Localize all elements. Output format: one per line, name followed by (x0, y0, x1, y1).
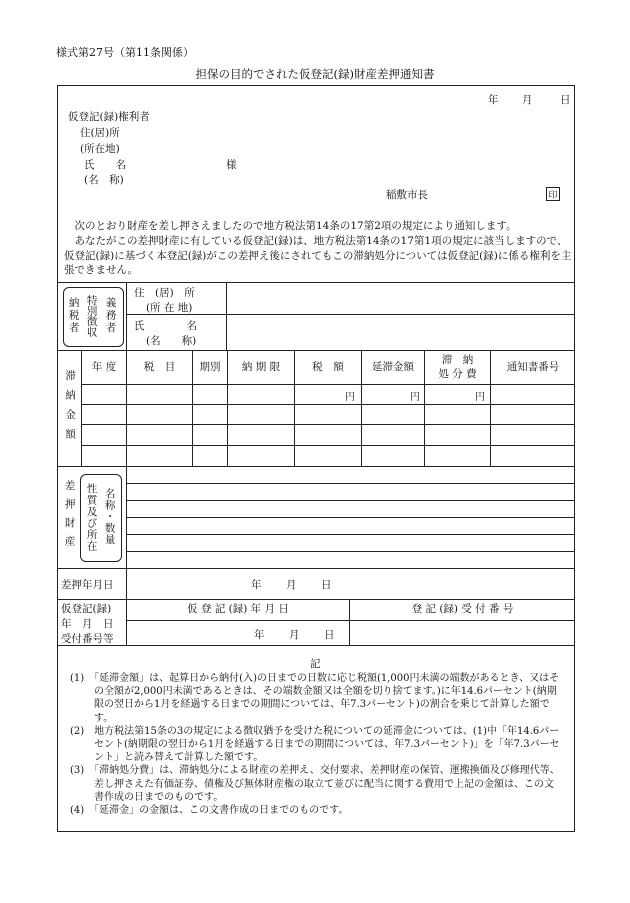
divider (126, 314, 575, 315)
seized-side-label: 差押財産 (63, 480, 76, 554)
col-header-year: 年 度 (91, 360, 117, 373)
divider (126, 483, 575, 484)
seized-sub-label-2: 性質及び所在 (85, 482, 98, 552)
divider (57, 466, 575, 467)
col-header-disposition-cost: 滞 納 処 分 費 (438, 354, 477, 380)
addressee-address-label: 住(居)所 (80, 127, 120, 139)
divider (126, 568, 127, 599)
provisional-year-label: 年 (254, 629, 265, 641)
notes-list (70, 672, 560, 817)
note-item: (2) 地方税法第15条の3の規定による徴収猶予を受けた税についての延滞金については、(1)中「年14.6パーセント(納期限の翌日から1月を経過する日までの期間については、年7.3パーセント)」を「年7.3パーセント」と読み替えて計算した額です。 (70, 725, 560, 764)
addressee-honorific: 様 (226, 159, 237, 171)
note-item: (3) 「滞納処分費」は、滞納処分による財産の差押え、交付要求、差押財産の保管、運搬換価及び修理代等、差し押さえた有価証券、債権及び無体財産権の取立て並びに配当に関する費用で上記の金額は、この文書作成の日までのものです。 (70, 765, 560, 803)
note-item: (4) 「延滞金」の金額は、この文書作成の日までのものです。 (70, 805, 349, 817)
divider (81, 424, 575, 425)
col-header-late-fee: 延滞金額 (372, 360, 414, 373)
body-paragraph-2: あなたがこの差押財産に有している仮登記(録)は、地方税法第14条の17第1項の規定に該当しますので、仮登記(録)に基づく本登記(録)がこの差押え後にされてもこの滞納処分については仮登記(録)に係る権利を主張できません。 (64, 235, 572, 276)
col-header-tax-amount: 税 額 (312, 360, 344, 373)
divider (126, 517, 575, 518)
divider (81, 384, 575, 385)
divider (57, 568, 575, 569)
col-header-notice-number: 通知書番号 (506, 360, 560, 373)
addressee-title: 仮登記(録)権利者 (68, 111, 150, 123)
taxpayer-address-label-2: (所 在 地) (146, 302, 193, 314)
body-paragraph-1: 次のとおり財産を差し押さえましたので地方税法第14条の17第2項の規定により通知します。 (74, 220, 517, 232)
divider (57, 645, 575, 646)
divider (81, 445, 575, 446)
note-item: (1) 「延滞金額」は、起算日から納付(入)の日までの日数に応じ税額(1,000円未満の端数があるとき、又はその全額が2,000円未満であるときは、その端数金額又は全額を切り捨てます。)に年14.6パーセント(納期限の翌日から1月を経過する日までの期間については、年7.3パーセント)の割合を乗じて計算した額です。 (70, 673, 560, 724)
issuer-name: 稲敷市長 (386, 189, 428, 201)
col-header-period: 期別 (199, 360, 221, 373)
col-header-due-date: 納 期 限 (241, 360, 281, 373)
seizure-month-label: 月 (286, 579, 297, 591)
taxpayer-name-label-2: (名 称) (146, 335, 197, 347)
provisional-date-header: 仮 登 記 (録) 年 月 日 (187, 603, 289, 616)
divider (126, 534, 575, 535)
divider (126, 620, 575, 621)
date-year-label: 年 (488, 94, 499, 106)
addressee-name-label: 氏 名 (84, 159, 126, 171)
divider (81, 404, 575, 405)
taxpayer-side-label-3: 義務者 (104, 297, 117, 335)
yen-unit-tax: 円 (345, 392, 355, 403)
date-month-label: 月 (522, 94, 533, 106)
seizure-date-label: 差押年月日 (61, 579, 114, 591)
date-day-label: 日 (560, 94, 571, 106)
divider (57, 282, 575, 283)
yen-unit-late-fee: 円 (410, 392, 420, 403)
seizure-day-label: 日 (321, 579, 332, 591)
seizure-year-label: 年 (251, 579, 262, 591)
divider (126, 282, 127, 350)
addressee-address-label-2: (所在地) (80, 143, 120, 155)
arrears-side-label: 滞納金額 (64, 369, 77, 448)
registration-number-header: 登 記 (録) 受 付 番 号 (411, 603, 514, 616)
col-header-tax-item: 税 目 (143, 360, 176, 373)
taxpayer-side-label: 納税者 (67, 297, 80, 335)
yen-unit-cost: 円 (475, 392, 485, 403)
provisional-month-label: 月 (289, 629, 300, 641)
form-number: 様式第27号（第11条関係） (56, 46, 194, 59)
provisional-side-label-2: 年 月 日 (61, 618, 114, 630)
divider (126, 551, 575, 552)
provisional-side-label-3: 受付番号等 (61, 633, 114, 645)
taxpayer-address-label: 住 (居) 所 (134, 287, 195, 299)
taxpayer-name-label: 氏 名 (134, 320, 197, 332)
divider (126, 500, 575, 501)
divider (226, 282, 227, 350)
document-title: 担保の目的でされた仮登記(録)財産差押通知書 (195, 67, 435, 81)
seized-sub-label-1: 名称・数量 (103, 488, 116, 546)
provisional-side-label-1: 仮登記(録) (61, 603, 112, 615)
provisional-day-label: 日 (324, 629, 335, 641)
taxpayer-side-label-2: 特別徴収 (85, 295, 98, 337)
seal-stamp-icon: 印 (546, 187, 560, 201)
notes-heading: 記 (310, 658, 321, 670)
addressee-name-label-2: (名 称) (84, 174, 124, 186)
